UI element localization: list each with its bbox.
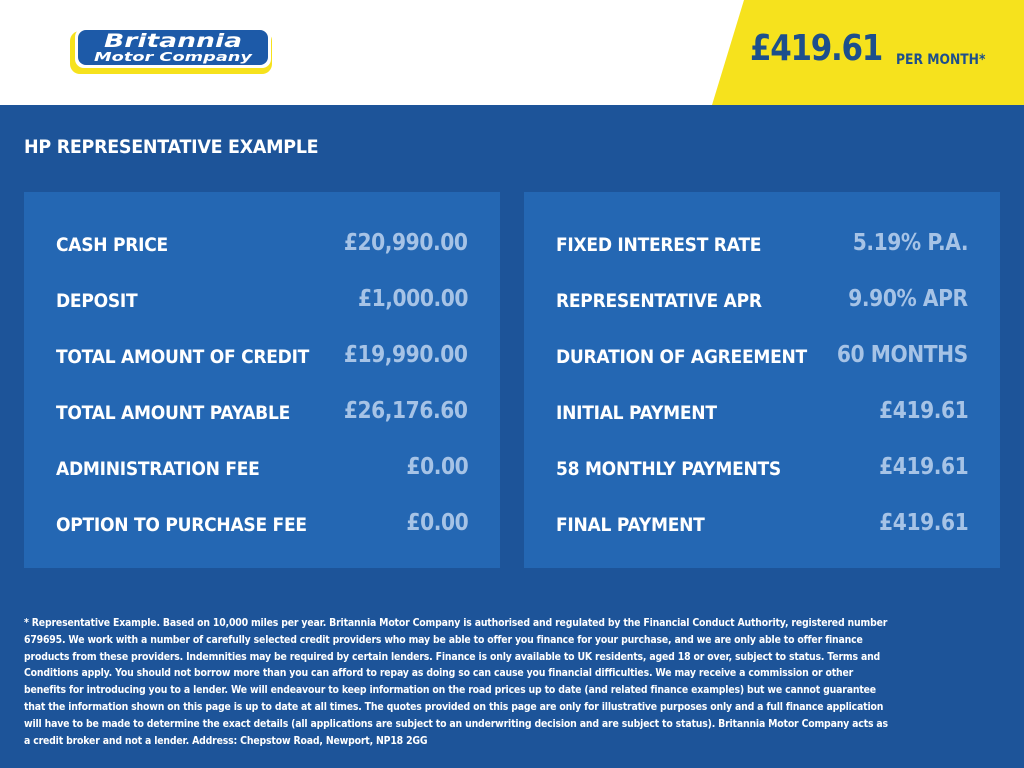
finance-row-value: £419.61: [878, 398, 968, 424]
section-title: HP REPRESENTATIVE EXAMPLE: [24, 136, 319, 158]
finance-row: [56, 342, 468, 372]
finance-row-label: CASH PRICE: [56, 234, 168, 256]
finance-row-value: £419.61: [878, 454, 968, 480]
finance-row-label: FIXED INTEREST RATE: [556, 234, 762, 256]
finance-row: [556, 286, 968, 316]
finance-row: [56, 286, 468, 316]
finance-row-label: 58 MONTHLY PAYMENTS: [556, 458, 781, 480]
finance-row-label: INITIAL PAYMENT: [556, 402, 717, 424]
finance-row: [56, 398, 468, 428]
per-month-label: PER MONTH*: [896, 52, 986, 68]
finance-row-label: ADMINISTRATION FEE: [56, 458, 260, 480]
finance-row-value: £26,176.60: [344, 398, 468, 424]
finance-row: [556, 398, 968, 428]
finance-row-value: £19,990.00: [344, 342, 468, 368]
finance-row-value: 5.19% P.A.: [852, 230, 968, 256]
finance-row-label: DEPOSIT: [56, 290, 138, 312]
britannia-logo[interactable]: [70, 28, 272, 74]
finance-panel-left: [24, 192, 500, 568]
finance-row-value: £0.00: [406, 510, 468, 536]
finance-row: [556, 454, 968, 484]
finance-row-value: 60 MONTHS: [837, 342, 968, 368]
finance-row-label: TOTAL AMOUNT OF CREDIT: [56, 346, 310, 368]
finance-row: [56, 230, 468, 260]
finance-row: [556, 510, 968, 540]
finance-row-label: REPRESENTATIVE APR: [556, 290, 762, 312]
finance-row-value: £20,990.00: [344, 230, 468, 256]
finance-row-label: FINAL PAYMENT: [556, 514, 705, 536]
finance-row: [56, 454, 468, 484]
finance-row: [556, 342, 968, 372]
finance-panel-right: [524, 192, 1000, 568]
svg-text:Motor Company: Motor Company: [94, 50, 254, 64]
disclaimer-text: * Representative Example. Based on 10,000 miles per year. Britannia Motor Company is authorised and regulated by the Financial Conduct Authority, registered number 679695. We work with a number of carefully selected credit providers who may be able to offer you finance for your purchase, and we are only able to offer finance products from these providers. Indemnities may be required by certain lenders. Finance is only available to UK residents, aged 18 or over, subject to status. Terms and Conditions apply. You should not borrow more than you can afford to repay as doing so can cause you financial difficulties. We may receive a commission or other benefits for introducing you to a lender. We will endeavour to keep information on the road prices up to date (and related finance examples) but we cannot guarantee that the information shown on this page is up to date at all times. The quotes provided on this page are only for illustrative purposes only and a full finance application will have to be made to determine the exact details (all applications are subject to an underwriting decision and are subject to status). Britannia Motor Company acts as a credit broker and not a lender. Address: Chepstow Road, Newport, NP18 2GG: [24, 617, 888, 747]
finance-row-label: OPTION TO PURCHASE FEE: [56, 514, 307, 536]
monthly-price: £419.61: [750, 28, 882, 69]
finance-row-value: £1,000.00: [358, 286, 468, 312]
finance-row-value: 9.90% APR: [848, 286, 968, 312]
svg-text:Britannia: Britannia: [104, 30, 242, 52]
finance-row-value: £419.61: [878, 510, 968, 536]
header: [0, 0, 1024, 105]
finance-row-value: £0.00: [406, 454, 468, 480]
finance-row: [56, 510, 468, 540]
finance-row-label: TOTAL AMOUNT PAYABLE: [56, 402, 290, 424]
finance-row: [556, 230, 968, 260]
finance-row-label: DURATION OF AGREEMENT: [556, 346, 807, 368]
